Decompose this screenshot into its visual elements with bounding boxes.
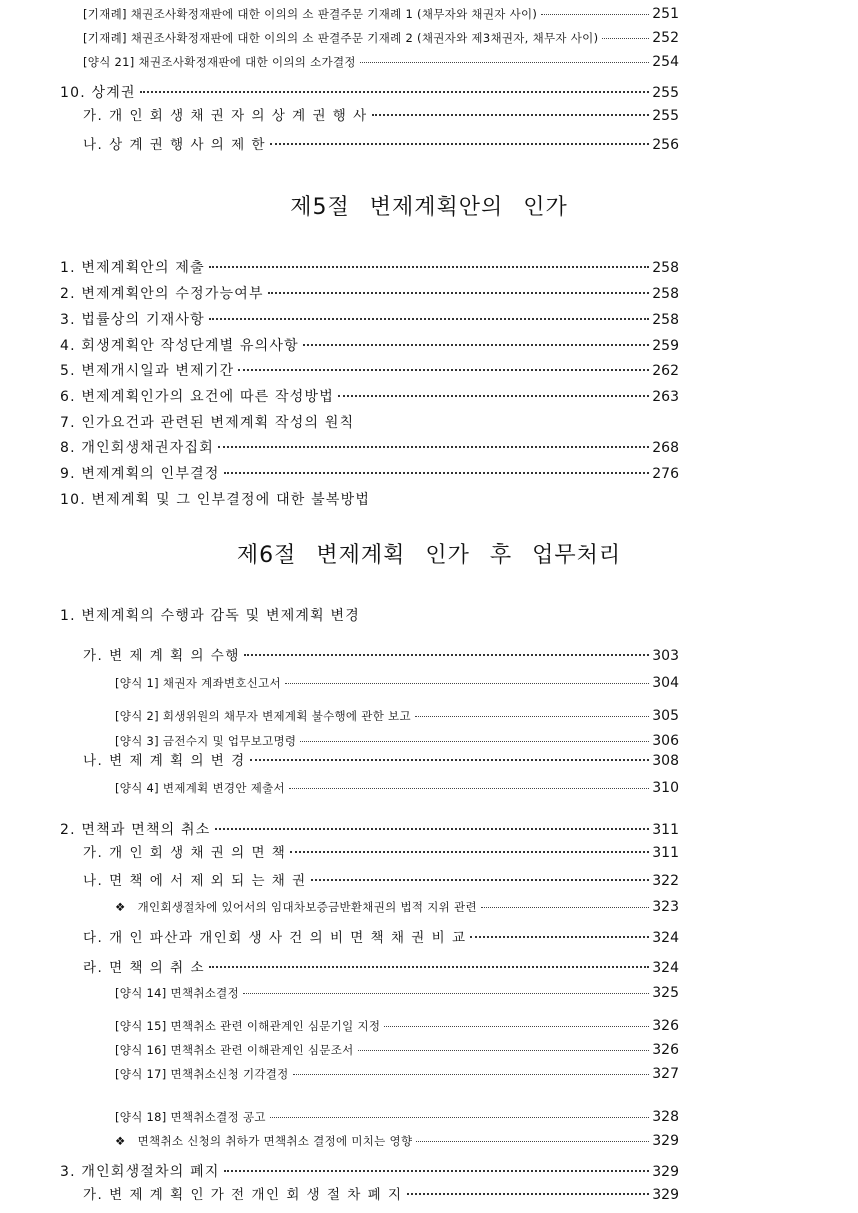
leader-dots: [293, 1074, 650, 1075]
toc-entry-title: 6. 변제계획인가의 요건에 따른 작성방법: [60, 389, 334, 405]
toc-entry-title: 3. 개인회생절차의 폐지: [60, 1164, 220, 1180]
leader-dots: [250, 759, 650, 761]
leader-dots: [224, 1170, 650, 1172]
leader-dots: [470, 936, 649, 938]
toc-entry-title: 가. 개 인 회 생 채 권 자 의 상 계 권 행 사: [83, 108, 368, 124]
leader-dots: [303, 344, 649, 346]
toc-entry-title: 5. 변제개시일과 변제기간: [60, 363, 235, 379]
toc-entry-title: 8. 개인회생채권자집회: [60, 440, 214, 456]
toc-entry[interactable]: [60, 386, 679, 406]
toc-entry-title: 3. 법률상의 기재사항: [60, 312, 205, 328]
leader-dots: [243, 993, 649, 994]
leader-dots: [311, 879, 650, 881]
leader-dots: [268, 292, 650, 294]
toc-entry[interactable]: [60, 437, 679, 457]
toc-page-number: 305: [652, 708, 679, 724]
toc-page-number: 268: [652, 440, 679, 456]
toc-entry[interactable]: [115, 1042, 679, 1058]
toc-page-number: 326: [652, 1042, 679, 1058]
toc-entry-title: [양식 16] 면책취소 관련 이해관계인 심문조서: [115, 1043, 354, 1057]
toc-entry[interactable]: [115, 985, 679, 1001]
toc-page-number: 255: [652, 108, 679, 124]
toc-page-number: 303: [652, 648, 679, 664]
toc-page-number: 329: [652, 1187, 679, 1203]
toc-page-number: 259: [652, 338, 679, 354]
leader-dots: [270, 143, 649, 145]
toc-entry[interactable]: [115, 733, 679, 749]
toc-entry-title: [양식 3] 금전수지 및 업무보고명령: [115, 734, 297, 748]
toc-entry-title: 가. 개 인 회 생 채 권 의 면 책: [83, 845, 287, 861]
leader-dots: [270, 1117, 650, 1118]
toc-entry[interactable]: [60, 257, 679, 277]
toc-page-number: 327: [652, 1066, 679, 1082]
leader-dots: [360, 62, 650, 63]
toc-entry[interactable]: [115, 675, 679, 691]
toc-entry-title: [양식 15] 면책취소 관련 이해관계인 심문기일 지정: [115, 1019, 381, 1033]
toc-entry[interactable]: [83, 6, 679, 22]
toc-entry-title: 가. 변 제 계 획 인 가 전 개인 회 생 절 차 폐 지: [83, 1187, 403, 1203]
leader-dots: [602, 38, 649, 39]
toc-page-number: 308: [652, 753, 679, 769]
toc-entry[interactable]: [60, 463, 679, 483]
toc-entry[interactable]: [83, 841, 679, 861]
leader-dots: [244, 654, 649, 656]
toc-entry[interactable]: [60, 605, 360, 625]
leader-dots: [290, 851, 649, 853]
toc-entry[interactable]: [115, 780, 679, 796]
toc-page-number: 304: [652, 675, 679, 691]
toc-entry[interactable]: [115, 1109, 679, 1125]
toc-entry[interactable]: [115, 1133, 679, 1149]
toc-entry[interactable]: [60, 360, 679, 380]
leader-dots: [218, 446, 649, 448]
toc-page-number: 258: [652, 286, 679, 302]
toc-page-number: 324: [652, 960, 679, 976]
toc-entry[interactable]: [60, 335, 679, 355]
toc-entry-title: [양식 1] 채권자 계좌변호신고서: [115, 676, 281, 690]
diamond-bullet-icon: ❖: [115, 1134, 126, 1148]
leader-dots: [209, 318, 649, 320]
toc-entry-title: [양식 18] 면책취소결정 공고: [115, 1110, 266, 1124]
toc-entry[interactable]: [83, 956, 679, 976]
toc-entry-title: 나. 면 책 에 서 제 외 되 는 채 권: [83, 873, 307, 889]
leader-dots: [416, 1141, 649, 1142]
leader-dots: [481, 907, 649, 908]
toc-entry-title: 다. 개 인 파산과 개인회 생 사 건 의 비 면 책 채 권 비 교: [83, 930, 467, 946]
toc-page-number: 254: [652, 54, 679, 70]
toc-entry[interactable]: [83, 54, 679, 70]
toc-entry-title: 9. 변제계획의 인부결정: [60, 466, 220, 482]
toc-entry[interactable]: [60, 1161, 679, 1181]
leader-dots: [541, 14, 649, 15]
toc-entry[interactable]: [83, 1183, 679, 1203]
toc-entry-title: 가. 변 제 계 획 의 수행: [83, 648, 240, 664]
toc-entry-title: 나. 변 제 계 획 의 변 경: [83, 753, 246, 769]
toc-page-number: 325: [652, 985, 679, 1001]
leader-dots: [209, 966, 649, 968]
toc-page-number: 251: [652, 6, 679, 22]
toc-entry-title: 2. 변제계획안의 수정가능여부: [60, 286, 264, 302]
toc-entry[interactable]: [83, 30, 679, 46]
leader-dots: [358, 1050, 650, 1051]
toc-entry-title: [기재례] 채권조사확정재판에 대한 이의의 소 판결주문 기재례 1 (채무자와 채권자 사이): [83, 7, 538, 21]
toc-page-number: 310: [652, 780, 679, 796]
toc-entry-title: [기재례] 채권조사확정재판에 대한 이의의 소 판결주문 기재례 2 (채권자와 제3채권자, 채무자 사이): [83, 31, 599, 45]
toc-entry-title: 2. 면책과 면책의 취소: [60, 822, 211, 838]
toc-entry-title: [양식 4] 변제계획 변경안 제출서: [115, 781, 285, 795]
toc-entry[interactable]: [60, 82, 679, 102]
toc-entry-title: 10. 변제계획 및 그 인부결정에 대한 불복방법: [60, 492, 371, 508]
toc-entry[interactable]: [83, 644, 679, 664]
section-heading: 제5절 변제계획안의 인가: [290, 195, 568, 220]
toc-page-number: 258: [652, 312, 679, 328]
leader-dots: [407, 1193, 650, 1195]
toc-entry[interactable]: [83, 133, 679, 153]
toc-entry[interactable]: [83, 104, 679, 124]
toc-page-number: 262: [652, 363, 679, 379]
toc-page-number: 276: [652, 466, 679, 482]
toc-entry-title: 나. 상 계 권 행 사 의 제 한: [83, 137, 266, 153]
toc-entry[interactable]: [83, 869, 679, 889]
toc-entry[interactable]: [115, 1066, 679, 1082]
toc-entry-title: 4. 회생계획안 작성단계별 유의사항: [60, 338, 299, 354]
toc-page-number: 256: [652, 137, 679, 153]
section-heading: 제6절 변제계획 인가 후 업무처리: [236, 543, 622, 568]
toc-entry-title: 개인회생절차에 있어서의 임대차보증금반환채권의 법적 지위 관련: [137, 900, 477, 914]
toc-page-number: 252: [652, 30, 679, 46]
leader-dots: [238, 369, 649, 371]
toc-entry[interactable]: [83, 926, 679, 946]
toc-page-number: 255: [652, 85, 679, 101]
toc-page-number: 306: [652, 733, 679, 749]
leader-dots: [285, 683, 649, 684]
toc-page-number: 323: [652, 899, 679, 915]
toc-entry[interactable]: [60, 309, 679, 329]
toc-page-number: 328: [652, 1109, 679, 1125]
toc-entry[interactable]: [60, 412, 354, 432]
toc-entry[interactable]: [115, 899, 679, 915]
leader-dots: [338, 395, 649, 397]
toc-entry[interactable]: [83, 749, 679, 769]
leader-dots: [415, 716, 649, 717]
toc-entry[interactable]: [115, 1018, 679, 1034]
toc-entry-title: 라. 면 책 의 취 소: [83, 960, 205, 976]
toc-entry-title: 면책취소 신청의 취하가 면책취소 결정에 미치는 영향: [137, 1134, 413, 1148]
toc-page-number: 329: [652, 1164, 679, 1180]
leader-dots: [209, 266, 649, 268]
leader-dots: [372, 114, 650, 116]
leader-dots: [300, 741, 649, 742]
toc-entry[interactable]: [60, 283, 679, 303]
toc-page-number: 311: [652, 845, 679, 861]
toc-page-number: 326: [652, 1018, 679, 1034]
toc-entry-title: [양식 17] 면책취소신청 기각결정: [115, 1067, 289, 1081]
leader-dots: [384, 1026, 649, 1027]
leader-dots: [140, 91, 650, 93]
leader-dots: [224, 472, 650, 474]
toc-entry[interactable]: [60, 489, 370, 509]
toc-entry-title: [양식 2] 회생위원의 채무자 변제계획 불수행에 관한 보고: [115, 709, 411, 723]
toc-entry-title: 1. 변제계획의 수행과 감독 및 변제계획 변경: [60, 608, 360, 624]
toc-entry-title: 10. 상계권: [60, 85, 136, 101]
toc-entry-title: 7. 인가요건과 관련된 변제계획 작성의 원칙: [60, 415, 355, 431]
leader-dots: [289, 788, 649, 789]
toc-page-number: 263: [652, 389, 679, 405]
diamond-bullet-icon: ❖: [115, 900, 126, 914]
toc-entry-title: 1. 변제계획안의 제출: [60, 260, 205, 276]
toc-page-number: 329: [652, 1133, 679, 1149]
toc-page-number: 311: [652, 822, 679, 838]
toc-entry[interactable]: [115, 708, 679, 724]
toc-page-number: 322: [652, 873, 679, 889]
toc-page-number: 258: [652, 260, 679, 276]
toc-entry-title: [양식 14] 면책취소결정: [115, 986, 239, 1000]
toc-entry[interactable]: [60, 819, 679, 839]
toc-entry-title: [양식 21] 채권조사확정재판에 대한 이의의 소가결정: [83, 55, 356, 69]
toc-page-number: 324: [652, 930, 679, 946]
leader-dots: [215, 828, 650, 830]
